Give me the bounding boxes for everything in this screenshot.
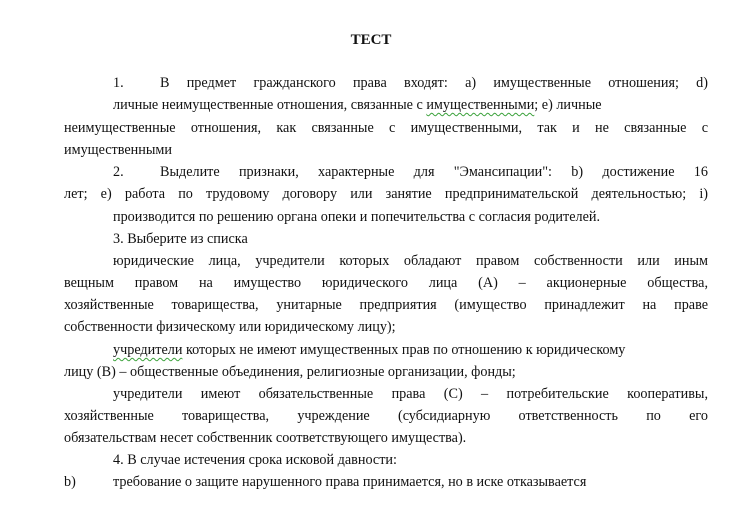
- q1-line-1: В предмет гражданского права входят: а) имущественные отношения; d): [160, 75, 708, 91]
- q2-line-1: Выделите признаки, характерные для "Эмансипации": b) достижение 16: [160, 164, 708, 180]
- q3-a-line-1: юридические лица, учредители которых обладают правом собственности или иным: [113, 253, 708, 269]
- q3-b-line-1: [113, 342, 625, 359]
- q3-c-line-3: обязательствам несет собственник соответствующего имущества).: [64, 430, 467, 446]
- spellcheck-word: учредители: [113, 342, 183, 358]
- q2-line-2: лет; е) работа по трудовому договору или занятие предпринимательской деятельностью; i): [64, 186, 708, 202]
- q3-a-line-3: хозяйственные товарищества, унитарные предприятия (имущество принадлежит на праве: [64, 297, 708, 313]
- q1-line-2: [113, 97, 602, 114]
- q1-number: 1.: [113, 75, 124, 91]
- q3-c-line-2: хозяйственные товарищества, учреждение (субсидиарную ответственность по его: [64, 408, 708, 424]
- q1-line-4: имущественными: [64, 142, 172, 158]
- q3-a-line-2: вещным правом на имущество юридического лица (А) – акционерные общества,: [64, 275, 708, 291]
- q1-line-3: неимущественные отношения, как связанные с имущественными, так и не связанные с: [64, 120, 708, 136]
- q1-line-2-tail: ; е) личные: [534, 97, 602, 113]
- q1-line-2-text: личные неимущественные отношения, связанные с: [113, 97, 427, 113]
- q3-a-line-4: собственности физическому или юридическому лицу);: [64, 319, 396, 335]
- q4-option-letter: b): [64, 474, 76, 490]
- q3-heading: 3. Выберите из списка: [113, 231, 248, 247]
- document-title: ТЕСТ: [350, 32, 392, 48]
- q3-c-line-1: учредители имеют обязательственные права (С) – потребительские кооперативы,: [113, 386, 708, 402]
- q4-heading: 4. В случае истечения срока исковой давности:: [113, 452, 397, 468]
- spellcheck-word: имущественными: [426, 97, 535, 113]
- q2-number: 2.: [113, 164, 124, 180]
- q4-option-text: требование о защите нарушенного права принимается, но в иске отказывается: [113, 474, 587, 490]
- q3-b-line-1-text: которых не имеют имущественных прав по отношению к юридическому: [182, 342, 626, 358]
- q2-line-3: производится по решению органа опеки и попечительства с согласия родителей.: [113, 209, 601, 225]
- q3-b-line-2: лицу (В) – общественные объединения, религиозные организации, фонды;: [64, 364, 516, 380]
